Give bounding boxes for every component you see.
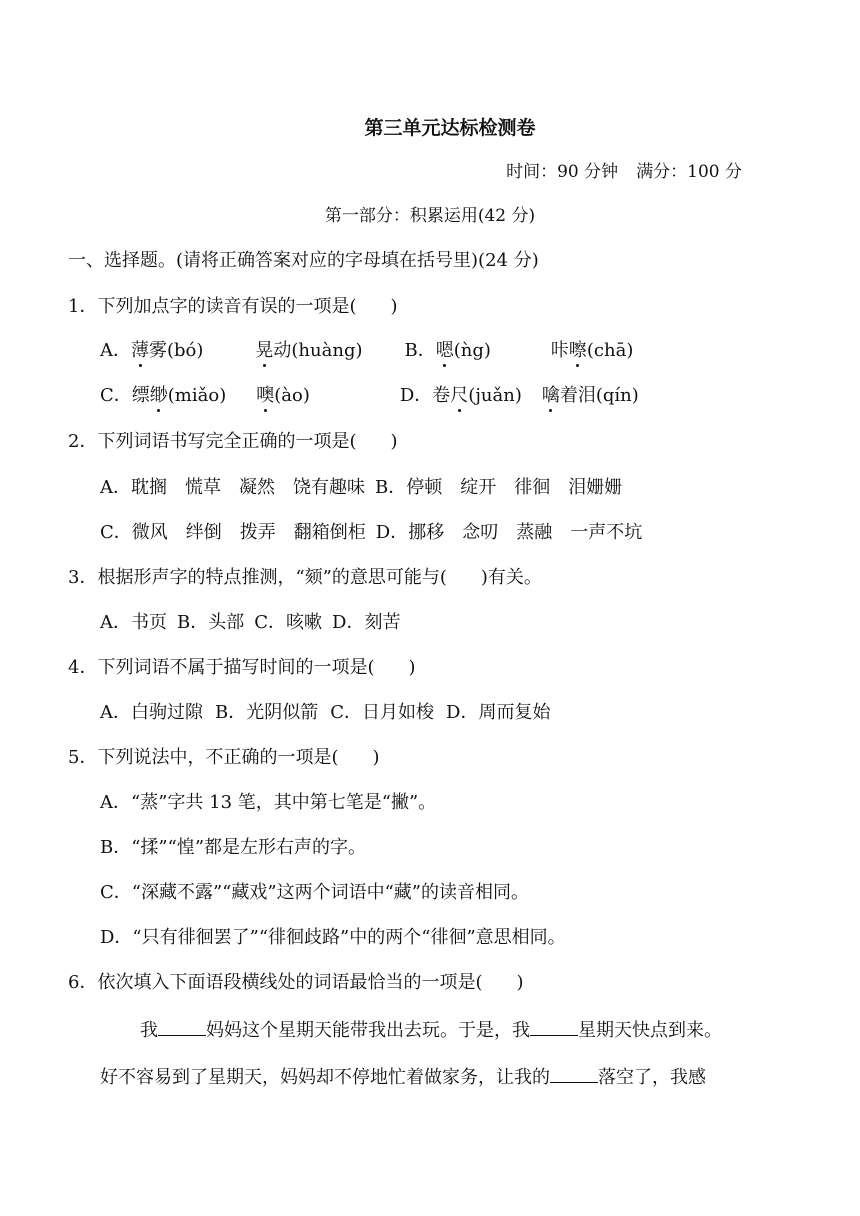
question-1-stem: [68, 295, 398, 319]
option-d-word: 蒸融: [516, 522, 553, 543]
option-d: D．挪移: [375, 522, 445, 543]
option-d: D．刻苦: [332, 612, 401, 633]
option-c: C．“深藏不露”“藏戏”这两个词语中“藏”的读音相同。: [100, 882, 529, 903]
option-a: A．“蒸”字共 13 笔，其中第七笔是“撇”。: [100, 792, 437, 813]
question-1-text: 1．下列加点字的读音有误的一项是(: [68, 296, 357, 317]
option-d: D．“只有徘徊罢了”“徘徊歧路”中的两个“徘徊”意思相同。: [100, 927, 566, 948]
option-a: A．薄雾(bó): [100, 340, 204, 361]
option-b-word-2: 咔嚓(chā): [550, 340, 634, 361]
option-a: A．白驹过隙: [100, 702, 203, 723]
question-2-stem: [68, 430, 398, 454]
question-6-stem: [68, 971, 524, 995]
question-4-options: [100, 701, 550, 725]
option-c-word-2: 噢(ào): [256, 385, 310, 406]
option-b-word: 绽开: [460, 477, 497, 498]
question-1-options-cd: [100, 384, 639, 408]
question-6-text: 6．依次填入下面语段横线处的词语最恰当的一项是(: [68, 972, 483, 993]
question-2-options-ab: [100, 476, 622, 500]
option-c-word: 拨弄: [239, 522, 276, 543]
question-5-stem: [68, 746, 380, 770]
option-c-word: 翻箱倒柜: [293, 522, 366, 543]
page-title: 第三单元达标检测卷: [364, 117, 536, 139]
option-d: D．卷尺(juǎn): [399, 385, 522, 406]
option-c: C．日月如梭: [330, 702, 435, 723]
question-4-close: ): [408, 657, 416, 678]
option-d-word-2: 噙着泪(qín): [541, 385, 639, 406]
question-4-stem: [68, 656, 416, 680]
question-3-stem: [68, 566, 542, 590]
option-a-word: 饶有趣味: [293, 477, 365, 498]
passage-line-2: 好不容易到了星期天，妈妈却不停地忙着做家务，让我的 落空了，我感: [100, 1064, 706, 1090]
option-c-word: 绊倒: [185, 522, 222, 543]
question-5-close: ): [372, 747, 380, 768]
option-d-word: 念叨: [462, 522, 499, 543]
option-d: D．周而复始: [446, 702, 551, 723]
option-a-word: 凝然: [239, 477, 275, 498]
option-b-word: 泪姗姗: [568, 477, 623, 498]
option-c: C．微风: [100, 522, 168, 543]
fill-blank[interactable]: [530, 1017, 578, 1036]
exam-meta: [506, 160, 742, 184]
question-6-close: ): [516, 972, 524, 993]
option-b: B．停顿: [375, 477, 443, 498]
option-a-word-2: 晃动(huàng): [255, 340, 363, 361]
section-heading: 第一部分：积累运用(42 分): [324, 206, 536, 226]
option-b: B．头部: [177, 612, 245, 633]
question-3-options: [100, 611, 400, 635]
option-d-word: 一声不坑: [570, 522, 643, 543]
option-b: B．“揉”“惶”都是左形右声的字。: [100, 837, 367, 858]
question-2-text: 2．下列词语书写完全正确的一项是(: [68, 431, 357, 452]
question-1-close: ): [390, 296, 398, 317]
question-3-text: 3．根据形声字的特点推测，“颏”的意思可能与(: [68, 567, 447, 588]
option-b: B．嗯(ǹg): [404, 340, 491, 361]
option-b-word: 徘徊: [514, 477, 551, 498]
question-5-text: 5．下列说法中，不正确的一项是(: [68, 747, 339, 768]
fill-blank[interactable]: [158, 1017, 206, 1036]
time-limit: 时间：90 分钟: [506, 162, 619, 182]
question-1-options-ab: [100, 339, 633, 363]
option-c: C．缥缈(miǎo): [100, 385, 227, 406]
option-b: B．光阴似箭: [215, 702, 319, 723]
part-heading: 一、选择题。(请将正确答案对应的字母填在括号里)(24 分): [68, 250, 539, 271]
question-2-close: ): [390, 431, 398, 452]
option-a-word: 慌草: [185, 477, 221, 498]
option-c: C．咳嗽: [254, 612, 323, 633]
option-a: A．耽搁: [100, 477, 167, 498]
question-4-text: 4．下列词语不属于描写时间的一项是(: [68, 657, 375, 678]
question-2-options-cd: [100, 521, 642, 545]
option-a: A．书页: [100, 612, 167, 633]
question-3-close: )有关。: [480, 567, 542, 588]
passage-line-1: 我 妈妈这个星期天能带我出去玩。于是，我 星期天快点到来。: [140, 1017, 722, 1043]
fill-blank[interactable]: [550, 1064, 598, 1083]
full-marks: 满分：100 分: [636, 162, 742, 182]
